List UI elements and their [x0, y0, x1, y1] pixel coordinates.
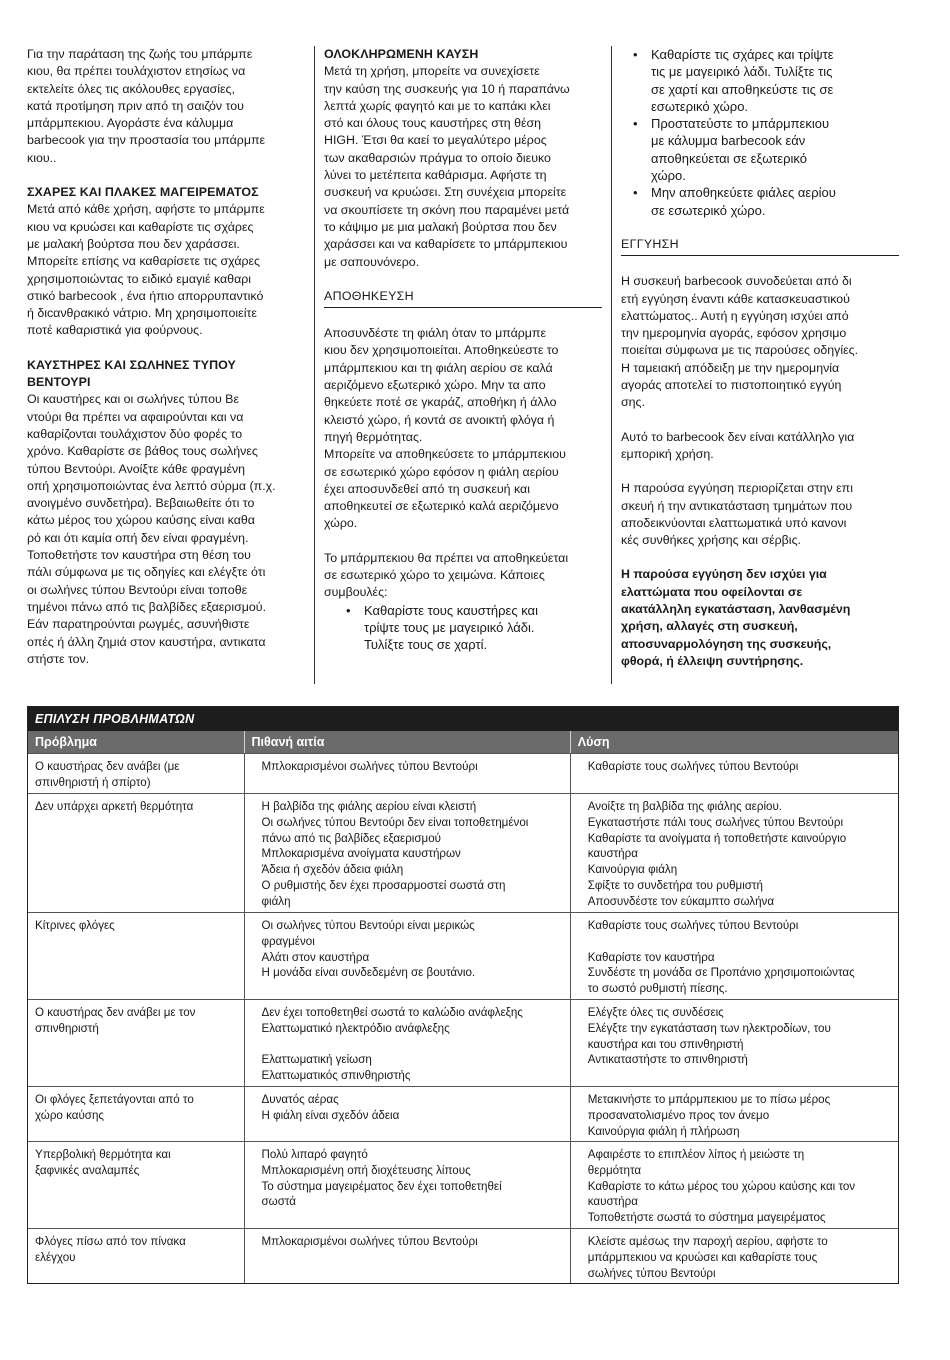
cause-cell: Δεν έχει τοποθετηθεί σωστά το καλώδιο ανάφλεξης Ελαττωματικό ηλεκτρόδιο ανάφλεξης Ελαττωματική γείωση Ελαττωματικός σπινθηριστής — [244, 1000, 570, 1086]
solution-cell: Αφαιρέστε το επιπλέον λίπος ή μειώστε τη θερμότητα Καθαρίστε το κάτω μέρος του χώρου καύσης και τον καυστήρα Τοποθετήστε σωστά το σύστημα μαγειρέματος — [570, 1142, 898, 1228]
problem-cell: Ο καυστήρας δεν ανάβει (με σπινθηριστή ή σπίρτο) — [35, 760, 180, 789]
grates-text: Μετά από κάθε χρήση, αφήστε το μπάρμπε κιου να κρυώσει και καθαρίστε τις σχάρες με μαλακή βούρτσα που δεν χαράσσει. Μπορείτε επίσης να καθαρίσετε τις σχάρες χρησιμοποιώντας το ειδικό εμαγιέ καθαρι στικό barbecook , ένα ήπιο απορρυπαντικό ή διсανθρακικό νάτριο. Μη χρησιμοποιείτε ποτέ καθαριστικά για φούρνους. — [27, 202, 265, 338]
burn-heading: ΟΛΟΚΛΗΡΩΜΕΝΗ ΚΑΥΣΗ — [324, 47, 479, 61]
problem-cell: Κίτρινες φλόγες — [35, 919, 115, 932]
cause-cell: Η βαλβίδα της φιάλης αερίου είναι κλειστή Οι σωλήνες τύπου Βεντούρι δεν είναι τοποθετημένοι πάνω από τις βαλβίδες εξαερισμού Μπλοκαρισμένα ανοίγματα καυστήρων Άδεια ή σχεδόν άδεια φιάλη Ο ρυθμιστής δεν έχει προσαρμοστεί σωστά στη φιάλη — [244, 794, 570, 912]
column-divider — [611, 46, 612, 684]
problem-cell: Ο καυστήρας δεν ανάβει με τον σπινθηριστή — [35, 1006, 196, 1035]
cause-cell: Μπλοκαρισμένοι σωλήνες τύπου Βεντούρι — [244, 1229, 570, 1283]
solution-cell: Κλείστε αμέσως την παροχή αερίου, αφήστε το μπάρμπεκιου να κρυώσει και καθαρίστε τους σωλήνες τύπου Βεντούρι — [570, 1229, 898, 1283]
troubleshooting-table — [27, 706, 899, 1284]
storage-text: Αποσυνδέστε τη φιάλη όταν το μπάρμπε κιου δεν χρησιμοποιείται. Αποθηκεύεστε το μπάρμπεκιου και τη φιάλη αερίου σε καλά αεριζόμενο εξωτερικό χώρο. Μην τα απο θηκεύετε ποτέ σε γκαράζ, αποθήκη ή άλλο κλειστό χώρο, ή κοντά σε ανοικτή φλόγα ή πηγή θερμότητας. Μπορείτε να αποθηκεύσετε το μπάρμπεκιου σε εσωτερικό χώρο εφόσον η φιάλη αερίου έχει αποσυνδεθεί από τη συσκευή και αποθηκευτεί σε εξωτερικό καλά αεριζόμενο χώρο. — [324, 326, 566, 531]
intro-text: Για την παράταση της ζωής του μπάρμπε κιου, θα πρέπει τουλάχιστον ετησίως να εκτελείτε όλες τις ακόλουθες εργασίες, κατά προτίμηση πριν από τη σαιζόν του μπάρμπεκιου. Αγοράστε ένα κάλυμμα barbecook για την προστασία του μπάρμπε κιου.. — [27, 47, 266, 165]
cause-cell: Πολύ λιπαρό φαγητό Μπλοκαρισμένη οπή διοχέτευσης λίπους Το σύστημα μαγειρέματος δεν έχει τοποθετηθεί σωστά — [244, 1142, 570, 1228]
maintenance-column — [27, 46, 299, 668]
cause-cell: Μπλοκαρισμένοι σωλήνες τύπου Βεντούρι — [244, 754, 570, 793]
table-row — [28, 753, 898, 793]
list-item: • Προστατεύστε το μπάρμπεκιου με κάλυμμα barbecook εάν αποθηκεύεται σε εξωτερικό χώρο. — [629, 115, 899, 184]
table-row — [28, 999, 898, 1086]
table-row — [28, 1086, 898, 1141]
cause-cell: Οι σωλήνες τύπου Βεντούρι είναι μερικώς φραγμένοι Αλάτι στον καυστήρα Η μονάδα είναι συνδεδεμένη σε βουτάνιο. — [244, 913, 570, 999]
header-problem: Πρόβλημα — [35, 735, 97, 749]
storage-tips-list-continued — [629, 46, 899, 219]
warranty-scope-text: Η παρούσα εγγύηση περιορίζεται στην επι σκευή ή την αντικατάσταση τμημάτων που αποδεικνύονται ελαττωματικά υπό κανονι κές συνθήκες χρήσης και σέρβις. — [621, 481, 853, 548]
problem-cell: Φλόγες πίσω από τον πίνακα ελέγχου — [35, 1235, 186, 1264]
table-row — [28, 912, 898, 999]
storage-tips-list — [342, 602, 602, 654]
burners-heading: ΚΑΥΣΤΗΡΕΣ ΚΑΙ ΣΩΛΗΝΕΣ ΤΥΠΟΥ ΒΕΝΤΟΥΡΙ — [27, 357, 236, 390]
column-divider — [314, 46, 315, 684]
header-cause: Πιθανή αιτία — [244, 731, 570, 753]
warranty-text: Η συσκευή barbecook συνοδεύεται από δι ετή εγγύηση έναντι κάθε κατασκευαστικού ελαττώματος.. Αυτή η εγγύηση ισχύει από την ημερομηνία αγοράς, εφόσον χρησιμο ποιείται σύμφωνα με τις παρούσες οδηγίες. Η ταμειακή απόδειξη με την ημερομηνία αγοράς αποτελεί το πιστοποιητικό εγγύη σης. — [621, 274, 859, 410]
solution-cell: Ελέγξτε όλες τις συνδέσεις Ελέγξτε την εγκατάσταση των ηλεκτροδίων, του καυστήρα και του σπινθηριστή Αντικαταστήστε το σπινθηριστή — [570, 1000, 898, 1086]
cause-cell: Δυνατός αέρας Η φιάλη είναι σχεδόν άδεια — [244, 1087, 570, 1141]
burn-text: Μετά τη χρήση, μπορείτε να συνεχίσετε την καύση της συσκευής για 10 ή παραπάνω λεπτά χωρίς φαγητό και με το καπάκι κλει στό και όλους τους καυστήρες στη θέση HIGH. Έτσι θα καεί το μεγαλύτερο μέρος των ακαθαρσιών πράγμα το οποίο διευκο λύνει το μετέπειτα καθάρισμα. Αφήστε τη συσκευή να κρυώσει. Στη συνέχεια μπορείτε να σκουπίσετε τη σκόνη που παραμένει μετά το κάψιμο με μια μαλακή βούρτσα που δεν χαράσσει και να καθαρίσετε το μπάρμπεκιου με σαπουνόνερο. — [324, 64, 570, 269]
problem-cell: Δεν υπάρχει αρκετή θερμότητα — [35, 800, 194, 813]
solution-cell: Μετακινήστε το μπάρμπεκιου με το πίσω μέρος προσανατολισμένο προς τον άνεμο Καινούργια φιάλη ή πλήρωση — [570, 1087, 898, 1141]
table-row — [28, 1228, 898, 1283]
table-header — [28, 731, 898, 753]
table-title: ΕΠΙΛΥΣΗ ΠΡΟΒΛΗΜΑΤΩΝ — [28, 707, 898, 731]
warranty-exclusions-text: Η παρούσα εγγύηση δεν ισχύει για ελαττώματα που οφείλονται σε ακατάλληλη εγκατάσταση, λανθασμένη χρήση, αλλαγές στη συσκευή, αποσυναρμολόγηση της συσκευής, φθορά, ή έλλειψη συντήρησης. — [621, 567, 851, 668]
problem-cell: Υπερβολική θερμότητα και ξαφνικές αναλαμπές — [35, 1148, 171, 1177]
header-solution: Λύση — [570, 731, 898, 753]
warranty-commercial-text: Αυτό το barbecook δεν είναι κατάλληλο για εμπορική χρήση. — [621, 429, 855, 461]
burn-storage-column — [324, 46, 602, 654]
burners-text: Οι καυστήρες και οι σωλήνες τύπου Βε ντούρι θα πρέπει να αφαιρούνται και να καθαρίζονται τουλάχιστον δύο φορές το χρόνο. Καθαρίστε σε βάθος τους σωλήνες τύπου Βεντούρι. Ανοίξτε κάθε φραγμένη οπή χρησιμοποιώντας ένα λεπτό σύρμα (π.χ. ανοιγμένο συνδετήρα). Βεβαιωθείτε ότι το κάτω μέρος του χώρου καύσης είναι καθα ρό και ότι καμία οπή δεν είναι φραγμένη. Τοποθετήστε τον καυστήρα στη θέση του πάλι σύμφωνα με τις οδηγίες και ελέγξτε ότι οι σωλήνες τύπου Βεντούρι είναι τοποθε τημένοι πάνω από τις βαλβίδες εξαερισμού. Εάν παρατηρούνται ρωγμές, ασυνήθιστε οπές ή άλλη ζημιά στον καυστήρα, αντικατα στήστε τον. — [27, 392, 276, 666]
problem-cell: Οι φλόγες ξεπετάγονται από το χώρο καύσης — [35, 1093, 194, 1122]
storage-winter-text: Το μπάρμπεκιου θα πρέπει να αποθηκεύεται σε εσωτερικό χώρο το χειμώνα. Κάποιες συμβουλές: — [324, 550, 569, 600]
solution-cell: Καθαρίστε τους σωλήνες τύπου Βεντούρι Καθαρίστε τον καυστήρα Συνδέστε τη μονάδα σε Προπάνιο χρησιμοποιώντας το σωστό ρυθμιστή πίεσης. — [570, 913, 898, 999]
list-item: • Μην αποθηκεύετε φιάλες αερίου σε εσωτερικό χώρο. — [629, 184, 899, 219]
storage-heading: ΑΠΟΘΗΚΕΥΣΗ — [324, 288, 602, 308]
solution-cell: Καθαρίστε τους σωλήνες τύπου Βεντούρι — [570, 754, 898, 793]
warranty-heading: ΕΓΓΥΗΣΗ — [621, 236, 899, 256]
table-row — [28, 793, 898, 912]
solution-cell: Ανοίξτε τη βαλβίδα της φιάλης αερίου. Εγκαταστήστε πάλι τους σωλήνες τύπου Βεντούρι Καθαρίστε τα ανοίγματα ή τοποθετήστε καινούργιο καυστήρα Καινούργια φιάλη Σφίξτε το συνδετήρα του ρυθμιστή Αποσυνδέστε τον εύκαμπτο σωλήνα — [570, 794, 898, 912]
table-row — [28, 1141, 898, 1228]
list-item: • Καθαρίστε τους καυστήρες και τρίψτε τους με μαγειρικό λάδι. Τυλίξτε τους σε χαρτί. — [342, 602, 602, 654]
tips-warranty-column — [621, 46, 899, 670]
list-item: • Καθαρίστε τις σχάρες και τρίψτε τις με μαγειρικό λάδι. Τυλίξτε τις σε χαρτί και αποθηκεύστε τις σε εσωτερικό χώρο. — [629, 46, 899, 115]
grates-heading: ΣΧΑΡΕΣ ΚΑΙ ΠΛΑΚΕΣ ΜΑΓΕΙΡΕΜΑΤΟΣ — [27, 185, 259, 200]
